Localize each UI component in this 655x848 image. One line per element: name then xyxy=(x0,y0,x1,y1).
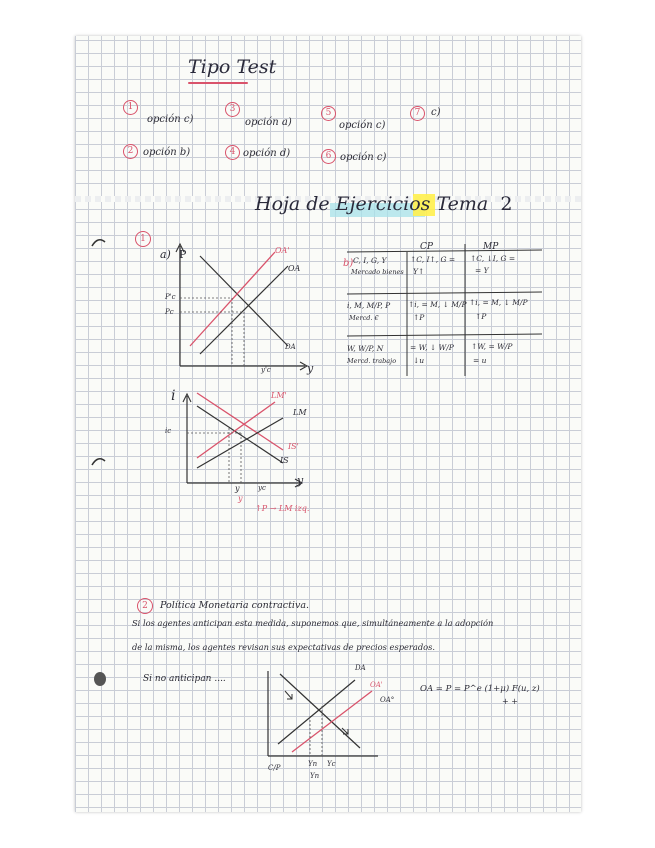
graph1-tick-yc: y'c xyxy=(261,366,271,374)
answer-num-2: 2 xyxy=(123,144,138,159)
table-row1-mp2: = Y xyxy=(475,266,489,275)
answer-num-1: 1 xyxy=(123,100,138,115)
exercise-2-title: Política Monetaria contractiva. xyxy=(160,600,310,611)
answer-num-3: 3 xyxy=(225,102,240,117)
exercise-2-case: Si no anticipan .... xyxy=(143,674,226,684)
graph3-label-oa-prime: OA' xyxy=(370,681,383,689)
oa-prime-curve xyxy=(190,252,275,346)
graph1-x-axis: y xyxy=(307,362,314,375)
graph3-x-label-yc: Yc xyxy=(327,760,336,768)
table-header-cp: CP xyxy=(420,242,433,252)
table-row2-mp2: ↑P xyxy=(475,312,487,321)
table-row1-cp1: ↑C, I↑, G = xyxy=(410,255,456,264)
exercise-2-line-1: Si los agentes anticipan esta medida, suponemos que, simultáneamente a la adopción xyxy=(132,618,494,628)
exercise-2-line-2: de la misma, los agentes revisan sus expectativas de precios esperados. xyxy=(132,642,436,652)
answer-num-6: 6 xyxy=(321,149,336,164)
graph2-tick-y2: y xyxy=(238,494,243,503)
table-row2-mp1: ↑i, = M, ↓ M/P xyxy=(469,298,528,307)
answer-num-5: 5 xyxy=(321,106,336,121)
part-b-label: b) xyxy=(343,258,354,269)
graph2-label-lm: LM xyxy=(293,408,307,417)
graph2-label-is: IS xyxy=(280,456,289,465)
margin-mark-1 xyxy=(90,236,108,248)
equation-oa: OA = P = P^e (1+μ) F(u, z) xyxy=(420,684,540,694)
sheet-title xyxy=(255,193,512,215)
graph2-tick-y1: y xyxy=(235,484,240,493)
table-row1-mp1: ↑C, ↓I, G = xyxy=(470,254,516,263)
exercise-1-number: 1 xyxy=(135,231,151,247)
graph2-label-is-prime: IS' xyxy=(288,442,299,451)
equation-signs: + + xyxy=(502,697,518,706)
answer-text-3: opción a) xyxy=(245,117,292,128)
graph3-label-oa0: OA° xyxy=(380,696,395,704)
graph2-note: ↑P → LM izq. xyxy=(255,504,310,513)
table-row1-cp2: Y↑ xyxy=(413,267,425,276)
lm-curve xyxy=(197,418,283,468)
graph2-tick-ic: ic xyxy=(165,427,172,435)
graph3-x-label-cp: C/P xyxy=(268,764,281,772)
graph-is-lm xyxy=(175,388,325,508)
table-row3-mp1: ↑W, = W/P xyxy=(471,342,513,351)
graph3-x-label-yn2: Yn xyxy=(310,772,320,780)
notebook-page xyxy=(75,36,581,812)
answer-text-4: opción d) xyxy=(243,148,291,159)
exercise-2-number: 2 xyxy=(137,598,153,614)
graph3-x-label-yn: Yn xyxy=(308,760,318,768)
is-prime-curve xyxy=(197,393,283,450)
table-row2-market: Mercd. € xyxy=(349,314,379,322)
answer-text-2: opción b) xyxy=(143,147,191,158)
graph1-label-oa: OA xyxy=(288,264,301,273)
title-underline xyxy=(188,82,248,84)
answer-num-4: 4 xyxy=(225,145,240,160)
table-row3-cp2: ↓u xyxy=(413,356,425,365)
graph3-label-da: DA xyxy=(355,664,366,672)
graph1-tick-pc-prime: P'c xyxy=(165,293,176,301)
part-a-label: a) xyxy=(160,248,171,261)
graph-oa-da xyxy=(170,236,320,386)
test-title: Tipo Test xyxy=(188,56,277,78)
table-row3-vars: W, W/P, N xyxy=(347,344,384,353)
answer-text-7: c) xyxy=(431,107,441,118)
table-row2-vars: i, M, M/P, P xyxy=(347,301,391,310)
graph2-tick-yc: yc xyxy=(258,484,266,492)
graph1-label-oa-prime: OA' xyxy=(275,246,290,255)
graph1-tick-pc: Pc xyxy=(165,308,174,316)
table-row1-market: Mercado bienes xyxy=(351,268,404,276)
binder-hole xyxy=(94,672,106,686)
table-row1-vars: C, I, G, Y xyxy=(353,256,387,265)
graph2-x-axis: y xyxy=(297,474,304,487)
graph1-y-axis: P xyxy=(179,248,187,261)
table-header-mp: MP xyxy=(483,242,499,252)
graph1-label-da: DA xyxy=(285,343,296,351)
table-row2-cp2: ↑P xyxy=(413,313,425,322)
answer-text-5: opción c) xyxy=(339,120,386,131)
table-row3-cp1: = W, ↓ W/P xyxy=(410,343,454,352)
graph2-label-lm-prime: LM' xyxy=(271,391,287,400)
oa-prime-curve-2 xyxy=(292,691,372,752)
is-curve xyxy=(197,406,283,463)
table-row3-mp2: = u xyxy=(473,356,487,365)
table-row3-market: Mercd. trabajo xyxy=(347,357,397,365)
table-row2-cp1: ↑i, = M, ↓ M/P xyxy=(408,300,467,309)
answer-num-7: 7 xyxy=(410,106,425,121)
answer-text-1: opción c) xyxy=(147,114,194,125)
graph2-y-axis: i xyxy=(171,388,176,404)
answer-text-6: opción c) xyxy=(340,152,387,163)
sheet-title-text: Hoja de Ejercicios Tema xyxy=(255,193,489,215)
sheet-title-number: 2 xyxy=(500,193,513,215)
margin-mark-2 xyxy=(90,455,108,467)
